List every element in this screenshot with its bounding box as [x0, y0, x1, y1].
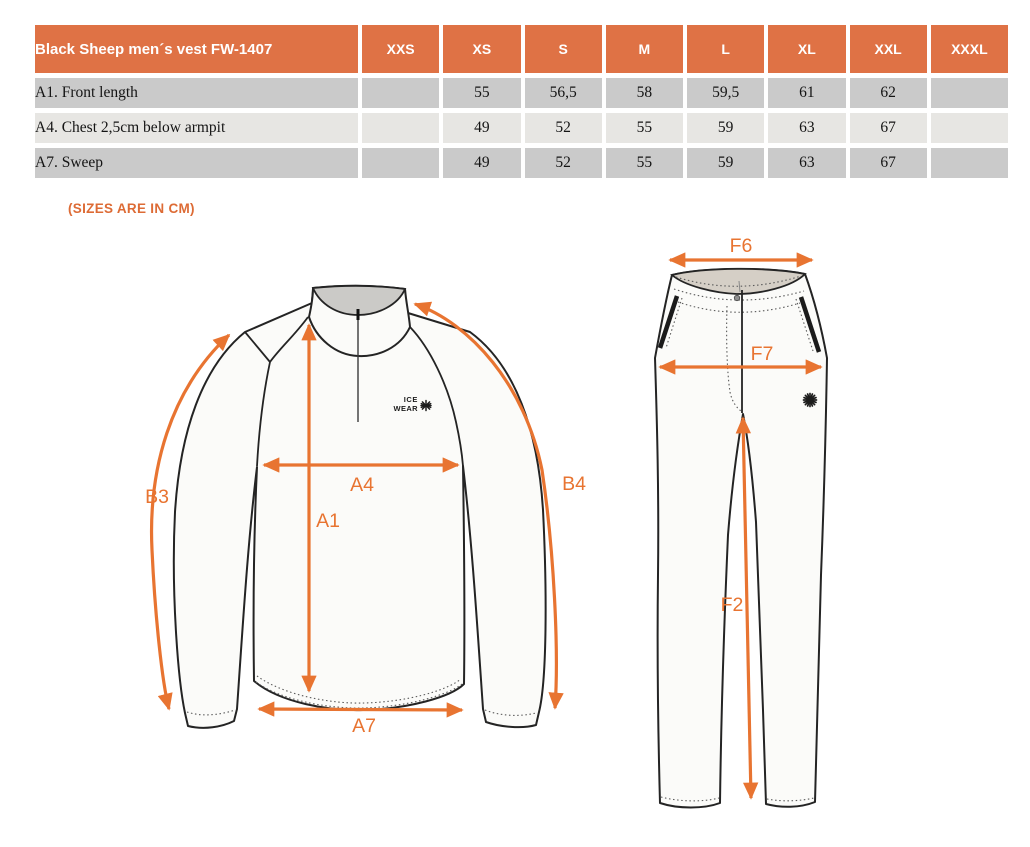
b3-label: B3 [145, 486, 169, 508]
cell-value: 59 [687, 148, 764, 178]
table-row-a7 [35, 148, 1008, 178]
cell-value [931, 148, 1008, 178]
col-header-xl: XL [768, 25, 845, 73]
cell-value: 59 [687, 113, 764, 143]
col-header-l: L [687, 25, 764, 73]
cell-value: 61 [768, 78, 845, 108]
cell-value: 49 [443, 113, 520, 143]
f2-arrow [743, 418, 751, 798]
cell-value: 55 [443, 78, 520, 108]
col-header-xxs: XXS [362, 25, 439, 73]
cell-value: 52 [525, 113, 602, 143]
cell-value [931, 78, 1008, 108]
cell-value [931, 113, 1008, 143]
a7-arrow [259, 709, 462, 710]
cell-value: 63 [768, 148, 845, 178]
cell-value: 58 [606, 78, 683, 108]
logo-line1: ICE [403, 395, 418, 404]
b4-label: B4 [562, 473, 586, 495]
table-row-a4 [35, 113, 1008, 143]
cell-value [362, 78, 439, 108]
cell-value: 55 [606, 148, 683, 178]
row-label: A4. Chest 2,5cm below armpit [35, 113, 358, 143]
a1-label: A1 [316, 510, 340, 532]
pants-outline [655, 269, 827, 808]
table-row-a1 [35, 78, 1008, 108]
cell-value: 63 [768, 113, 845, 143]
col-header-m: M [606, 25, 683, 73]
row-label: A7. Sweep [35, 148, 358, 178]
table-header-row [35, 25, 1008, 73]
shirt-outline [174, 286, 546, 728]
cell-value [362, 148, 439, 178]
a7-label: A7 [352, 715, 376, 737]
f7-label: F7 [750, 343, 774, 365]
size-table [31, 20, 1012, 183]
waist-button [734, 295, 739, 300]
col-header-xxl: XXL [850, 25, 927, 73]
cell-value: 56,5 [525, 78, 602, 108]
product-title: Black Sheep men´s vest FW-1407 [35, 25, 358, 73]
cell-value: 55 [606, 113, 683, 143]
cell-value: 67 [850, 113, 927, 143]
col-header-s: S [525, 25, 602, 73]
f2-label: F2 [720, 594, 744, 616]
col-header-xxxl: XXXL [931, 25, 1008, 73]
cell-value: 52 [525, 148, 602, 178]
a4-label: A4 [350, 474, 374, 496]
snowflake-icon [421, 401, 431, 411]
shirt-measurement-diagram [130, 260, 620, 750]
f6-label: F6 [729, 235, 753, 257]
pants-measurement-diagram [620, 230, 1020, 830]
snowflake-icon [804, 394, 817, 407]
row-label: A1. Front length [35, 78, 358, 108]
cell-value [362, 113, 439, 143]
cell-value: 49 [443, 148, 520, 178]
col-header-xs: XS [443, 25, 520, 73]
sizes-unit-note: (SIZES ARE IN CM) [68, 201, 195, 216]
cell-value: 62 [850, 78, 927, 108]
cell-value: 67 [850, 148, 927, 178]
logo-line2: WEAR [393, 404, 418, 413]
cell-value: 59,5 [687, 78, 764, 108]
